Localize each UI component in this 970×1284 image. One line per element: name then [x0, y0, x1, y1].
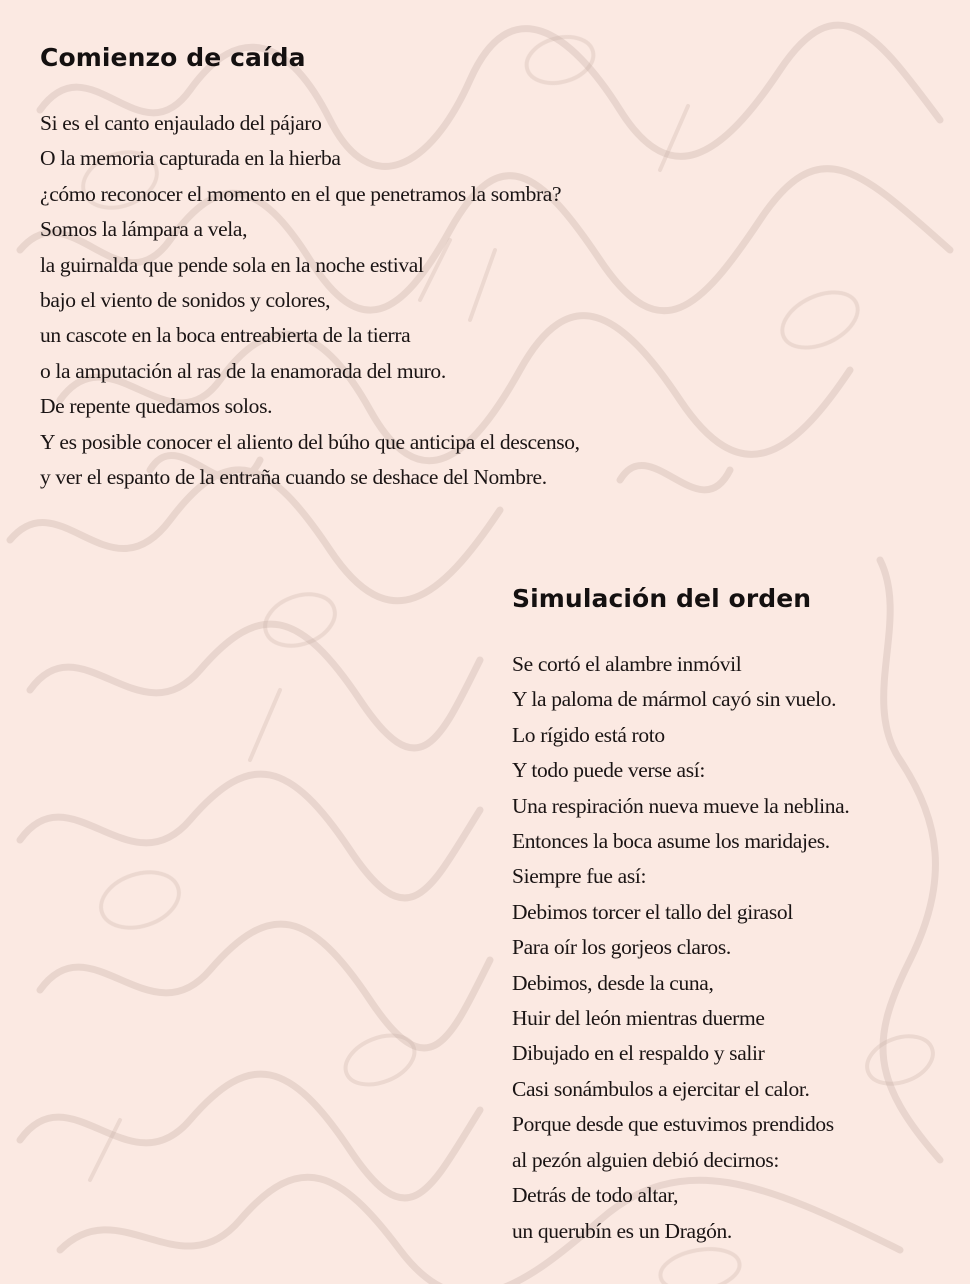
poem-line: Detrás de todo altar, — [512, 1183, 679, 1208]
poem-line: o la amputación al ras de la enamorada del muro. — [40, 358, 446, 383]
poem-line: Una respiración nueva mueve la neblina. — [512, 793, 850, 818]
poem-line: Debimos torcer el tallo del girasol — [512, 899, 793, 924]
poem-line: Somos la lámpara a vela, — [40, 217, 248, 242]
poem-line: un cascote en la boca entreabierta de la tierra — [40, 323, 411, 348]
poem-line: Debimos, desde la cuna, — [512, 970, 714, 995]
poem-line: Siempre fue así: — [512, 864, 647, 889]
poem-line: Dibujado en el respaldo y salir — [512, 1041, 765, 1066]
poem-line: y ver el espanto de la entraña cuando se deshace del Nombre. — [40, 465, 547, 490]
poem-line: Casi sonámbulos a ejercitar el calor. — [512, 1076, 810, 1101]
poem-line: un querubín es un Dragón. — [512, 1218, 732, 1243]
poem-line: Y la paloma de mármol cayó sin vuelo. — [512, 687, 837, 712]
poem-lines — [40, 106, 940, 495]
poem-line: bajo el viento de sonidos y colores, — [40, 288, 331, 313]
poem-line: Y es posible conocer el aliento del búho que anticipa el descenso, — [40, 429, 580, 454]
poem-title: Simulación del orden — [512, 584, 812, 613]
poem-line: la guirnalda que pende sola en la noche estival — [40, 252, 424, 277]
poem-line: Huir del león mientras duerme — [512, 1006, 765, 1031]
poem-line: al pezón alguien debió decirnos: — [512, 1147, 780, 1172]
poem-simulacion-del-orden — [512, 581, 952, 1249]
poem-line: Y todo puede verse así: — [512, 758, 705, 783]
poem-line: Se cortó el alambre inmóvil — [512, 652, 742, 676]
poem-title: Comienzo de caída — [40, 43, 306, 72]
poem-line: Si es el canto enjaulado del pájaro — [40, 111, 322, 135]
poem-comienzo-de-caida — [40, 40, 940, 495]
poem-lines — [512, 647, 952, 1249]
poem-line: Porque desde que estuvimos prendidos — [512, 1112, 834, 1137]
poem-line: De repente quedamos solos. — [40, 394, 273, 419]
poem-line: Para oír los gorjeos claros. — [512, 935, 731, 960]
poem-line: O la memoria capturada en la hierba — [40, 146, 341, 171]
poem-line: Entonces la boca asume los maridajes. — [512, 829, 830, 854]
poem-line: ¿cómo reconocer el momento en el que penetramos la sombra? — [40, 181, 562, 206]
poem-line: Lo rígido está roto — [512, 722, 665, 747]
